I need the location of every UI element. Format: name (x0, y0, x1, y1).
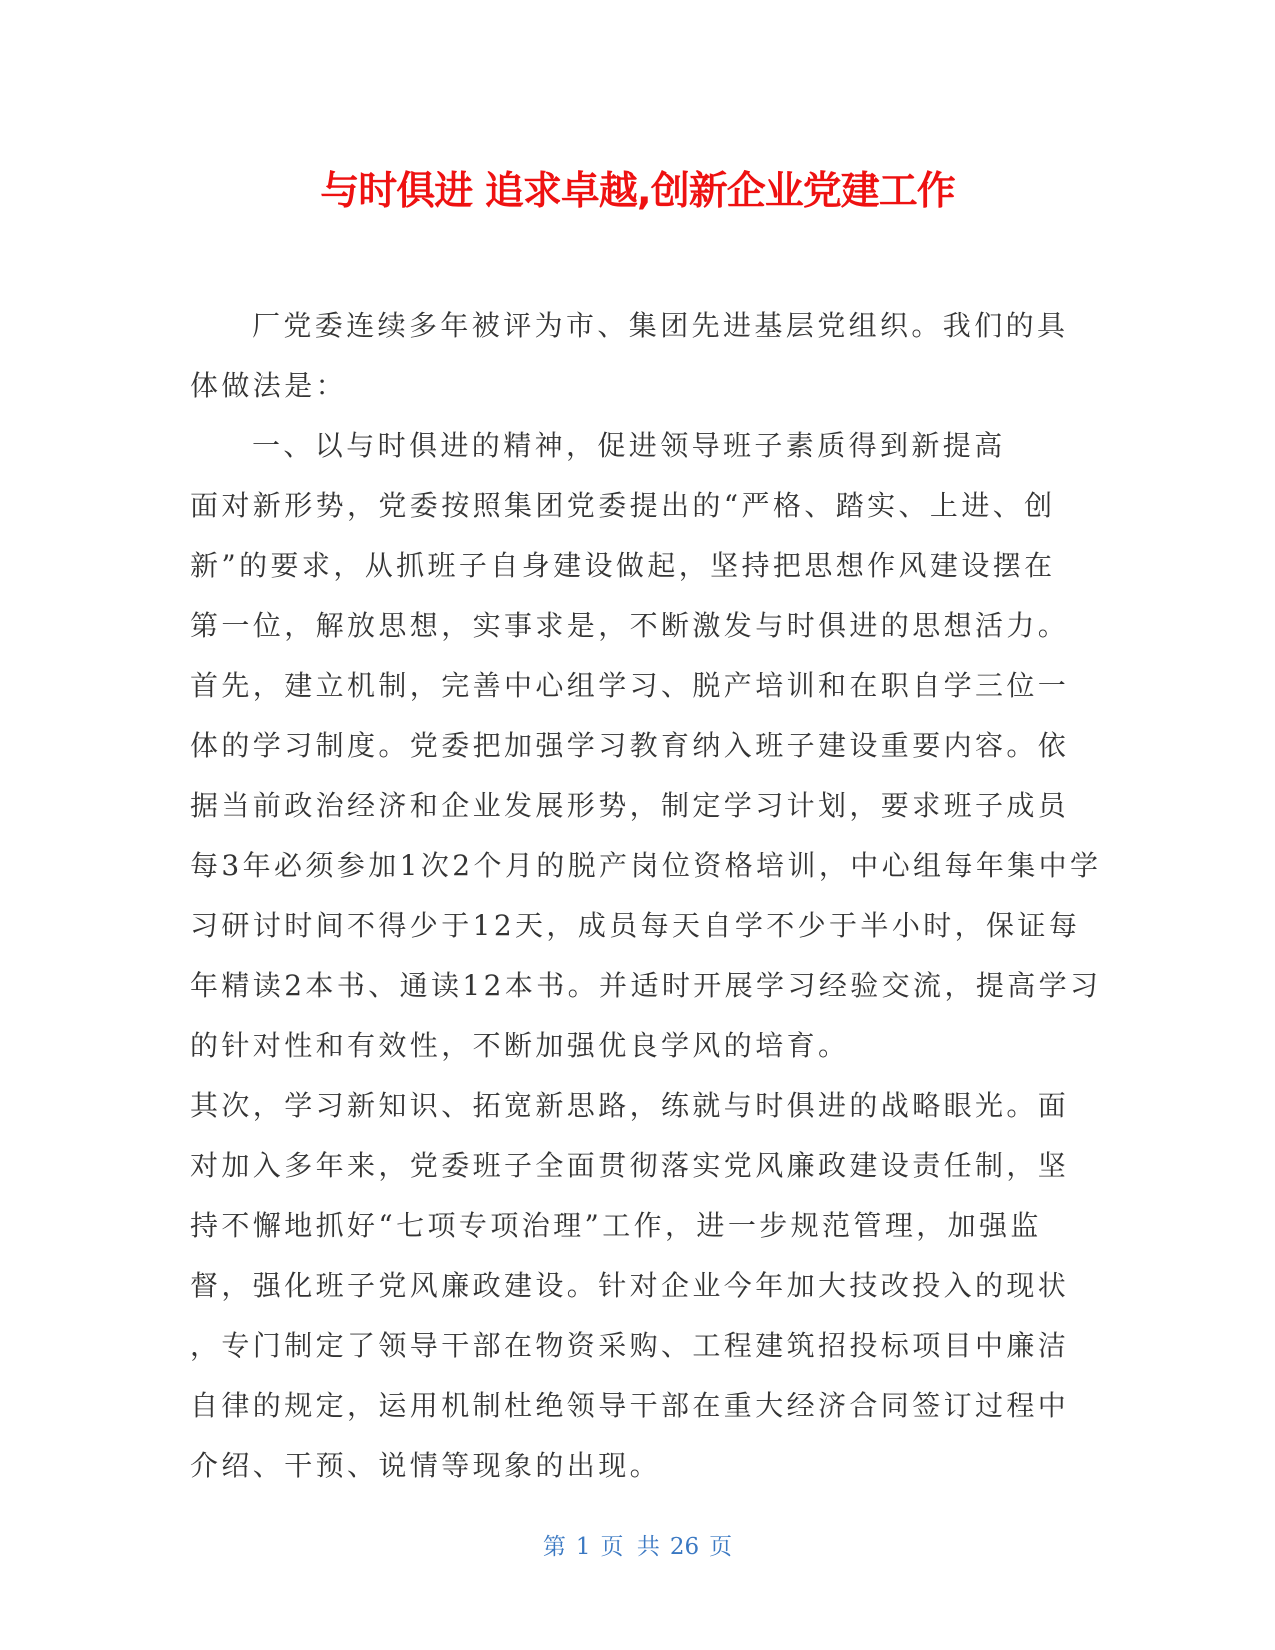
body-line: 厂党委连续多年被评为市、集团先进基层党组织。我们的具 (252, 309, 1069, 342)
footer-page-number: 1 (575, 1534, 591, 1560)
body-line: 年精读2本书、通读12本书。并适时开展学习经验交流，提高学习 (190, 969, 1102, 1002)
footer-total-pages: 26 (669, 1534, 700, 1560)
body-line: 其次，学习新知识、拓宽新思路，练就与时俱进的战略眼光。面 (190, 1089, 1070, 1122)
body-line: 体的学习制度。党委把加强学习教育纳入班子建设重要内容。依 (190, 729, 1070, 762)
body-line: 持不懈地抓好“七项专项治理”工作，进一步规范管理，加强监 (190, 1209, 1042, 1242)
body-line: 介绍、干预、说情等现象的出现。 (190, 1449, 662, 1482)
document-title: 与时俱进 追求卓越,创新企业党建工作 (320, 169, 955, 214)
body-line: 督，强化班子党风廉政建设。针对企业今年加大技改投入的现状 (190, 1269, 1070, 1302)
body-line: 自律的规定，运用机制杜绝领导干部在重大经济合同签订过程中 (190, 1389, 1070, 1422)
footer-middle: 页 共 (600, 1534, 660, 1560)
body-line: 首先，建立机制，完善中心组学习、脱产培训和在职自学三位一 (190, 669, 1070, 702)
footer-suffix: 页 (709, 1534, 733, 1560)
document-body (190, 296, 1102, 1496)
body-line: 面对新形势，党委按照集团党委提出的“严格、踏实、上进、创 (190, 489, 1056, 522)
body-line: 每3年必须参加1次2个月的脱产岗位资格培训，中心组每年集中学 (190, 849, 1102, 882)
body-line: 一、以与时俱进的精神，促进领导班子素质得到新提高 (252, 429, 1006, 462)
body-line: 的针对性和有效性，不断加强优良学风的培育。 (190, 1029, 850, 1062)
body-line: 习研讨时间不得少于12天，成员每天自学不少于半小时，保证每 (190, 909, 1081, 942)
body-line: 对加入多年来，党委班子全面贯彻落实党风廉政建设责任制，坚 (190, 1149, 1070, 1182)
body-line: 第一位，解放思想，实事求是，不断激发与时俱进的思想活力。 (190, 609, 1070, 642)
body-line: 新”的要求，从抓班子自身建设做起，坚持把思想作风建设摆在 (190, 549, 1056, 582)
page-footer (0, 1532, 1275, 1562)
footer-prefix: 第 (542, 1534, 566, 1560)
body-line: 体做法是： (190, 369, 348, 402)
body-line: ，专门制定了领导干部在物资采购、工程建筑招投标项目中廉洁 (190, 1329, 1070, 1362)
body-line: 据当前政治经济和企业发展形势，制定学习计划，要求班子成员 (190, 789, 1070, 822)
